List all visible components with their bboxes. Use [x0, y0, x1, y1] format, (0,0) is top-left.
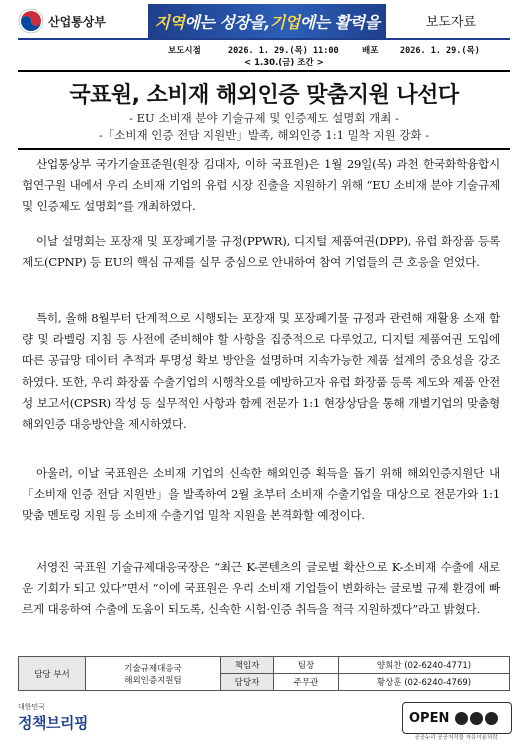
contact-title: 주무관 — [274, 674, 339, 691]
slogan-part: 기업 — [269, 12, 300, 32]
contact-name: 양희찬 (02-6240-4771) — [339, 657, 510, 674]
dept-name-line: 기술규제대응국 — [124, 663, 182, 674]
contact-role: 담당자 — [221, 674, 274, 691]
ministry-name: 산업통상부 — [48, 14, 106, 29]
body-paragraph-5: 서영진 국표원 기술규제대응국장은 “최근 K-콘텐츠의 글로벌 확산으로 K-소비재 수출에 새로운 기회가 되고 있다”면서 “이에 국표원은 우리 소비재 기업들이 변화하는 글로벌 규제 환경에 빠르게 대응하여 수출에 도움이 되도록, 신속한 시험·인증 취득을 적극 지원하겠다”라고 밝혔다. — [22, 560, 500, 617]
contact-name: 황상훈 (02-6240-4769) — [339, 674, 510, 691]
contact-row — [19, 657, 510, 674]
taegeuk-icon — [18, 8, 44, 34]
open-caption: 공공누리 공공저작물 자유이용허락 — [414, 735, 498, 741]
dept-name-line: 해외인증지원팀 — [124, 675, 182, 686]
body-paragraph-2: 이날 설명회는 포장재 및 포장폐기물 규정(PPWR), 디지털 제품여권(DPP), 유럽 화장품 등록 제도(CPNP) 등 EU의 핵심 규제를 실무 중심으로 안내하여 참여 기업들의 큰 호응을 얻었다. — [22, 234, 500, 270]
kogl-open-badge — [402, 702, 512, 734]
body-paragraph-4: 아울러, 이날 국표원은 소비재 기업의 신속한 해외인증 획득을 돕기 위해 해외인증지원단 내「소비재 인증 전담 지원반」을 발족하여 2월 초부터 소비재 수출기업을 대상으로 전문가와 1:1 맞춤 멘토링 지원 등 소비재 수출기업 밀착 지원을 본격화할 예정이다. — [22, 466, 500, 523]
contact-title: 팀장 — [274, 657, 339, 674]
slogan-part: 에는 활력을 — [299, 12, 380, 32]
distribution-label: 배포 — [362, 46, 379, 56]
dept-label: 담당 부서 — [19, 657, 86, 691]
contact-table — [18, 656, 510, 691]
policy-briefing-logo — [18, 702, 108, 742]
body-paragraph-1: 산업통상부 국가기술표준원(원장 김대자, 이하 국표원)은 1월 29일(목) 과천 한국화학융합시험연구원 내에서 우리 소비재 기업의 유럽 시장 진출을 지원하기 위해 “EU 소비재 분야 기술규제 및 인증제도 설명회”를 개최하였다. — [22, 157, 500, 214]
policy-briefing-small: 대한민국 — [18, 703, 46, 711]
slogan-part: 지역 — [154, 12, 185, 32]
contact-role: 책임자 — [221, 657, 274, 674]
release-label: 보도시점 — [168, 46, 201, 56]
policy-briefing-name: 정책브리핑 — [18, 714, 88, 732]
noncommercial-icon — [470, 712, 483, 725]
slogan-banner — [148, 4, 386, 38]
header-rule — [18, 38, 510, 40]
subtitle-2: -「소비재 인증 전담 지원반」발족, 해외인증 1:1 밀착 지원 강화 - — [98, 128, 430, 142]
press-release-label: 보도자료 — [425, 14, 477, 30]
slogan-part: 에는 성장을, — [184, 12, 270, 32]
page-title: 국표원, 소비재 해외인증 맞춤지원 나선다 — [69, 83, 459, 108]
title-box — [18, 70, 510, 150]
noderivs-icon — [485, 712, 498, 725]
release-time: 2026. 1. 29.(목) 11:00 — [228, 46, 339, 56]
distribution-date: 2026. 1. 29.(목) — [400, 46, 480, 56]
release-sub: < 1.30.(금) 조간 > — [244, 58, 324, 68]
dept-name — [86, 657, 221, 691]
attribution-icon — [455, 712, 468, 725]
ministry-logo — [18, 6, 136, 36]
subtitle-1: - EU 소비재 분야 기술규제 및 인증제도 설명회 개최 - — [129, 111, 399, 125]
license-icons — [455, 712, 498, 725]
body-paragraph-3: 특히, 올해 8월부터 단계적으로 시행되는 포장재 및 포장폐기물 규정과 관련해 재활용 소재 함량 및 라벨링 지침 등 사전에 준비해야 할 사항을 집중적으로 다루었고, 디지털 제품여권 도입에 따른 공급망 데이터 추적과 투명성 확보 방안을 설명하며 지속가능한 제품 설계의 중요성을 강조하였다. 또한, 우리 화장품 수출기업의 시행착오를 예방하고자 유럽 화장품 등록 제도와 제품 안전성 보고서(CPSR) 작성 등 실무적인 사항과 함께 전문가 1:1 현장상담을 통해 개별기업의 맞춤형 해외인증 대응방안을 제시하였다. — [22, 311, 500, 432]
open-label: OPEN — [409, 710, 450, 726]
